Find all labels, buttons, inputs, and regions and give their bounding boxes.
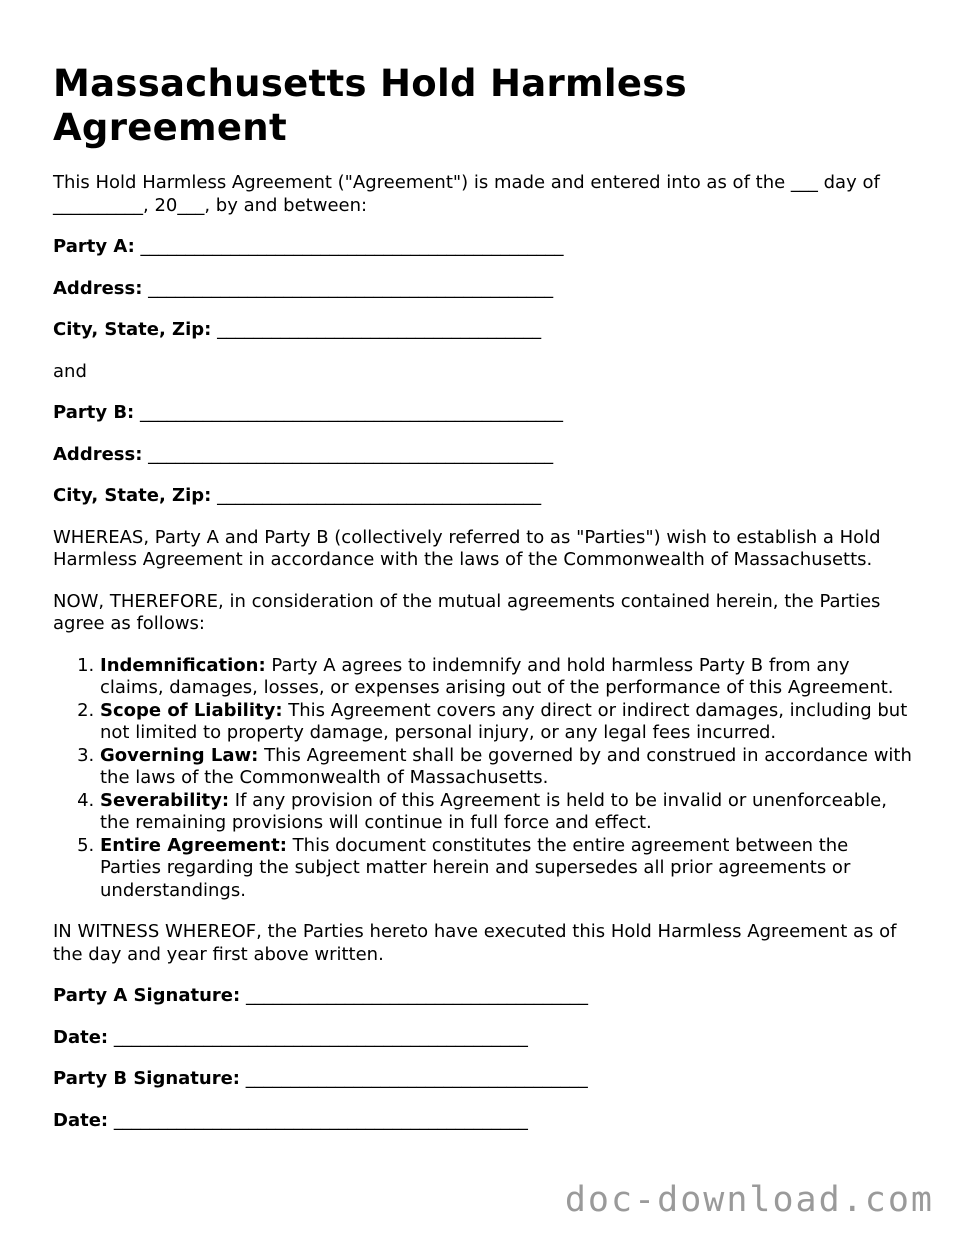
party-a-signature-field: [53, 985, 913, 1008]
party-b-name-label: Party B:: [53, 402, 135, 423]
party-a-signature-blank: ______________________________________: [245, 985, 588, 1006]
now-therefore-paragraph: NOW, THEREFORE, in consideration of the mutual agreements contained herein, the Parties agree as follows:: [53, 590, 881, 634]
party-a-city-label: City, State, Zip:: [53, 319, 212, 340]
clause-item: [100, 745, 913, 790]
party-b-address-blank: _____________________________________________: [148, 443, 554, 465]
party-b-city-blank: ____________________________________: [217, 485, 542, 506]
party-b-address-field: [53, 444, 913, 467]
clause-text: This Agreement covers any direct or indirect damages, including but not limited to property damage, personal injury, or any legal fees incurred.: [100, 699, 908, 743]
party-a-date-blank: ______________________________________________: [113, 1026, 528, 1048]
clause-item: [100, 790, 913, 835]
party-a-address-field: [53, 278, 913, 301]
party-b-date-label: Date:: [53, 1109, 109, 1131]
party-a-address-blank: _____________________________________________: [148, 277, 554, 299]
clause-text: If any provision of this Agreement is held to be invalid or unenforceable, the remaining provisions will continue in full force and effect.: [100, 789, 887, 833]
party-b-city-field: [53, 485, 913, 508]
party-b-date-blank: ______________________________________________: [113, 1109, 528, 1131]
clause-list: [53, 655, 913, 903]
document-page: [53, 62, 913, 1151]
party-b-signature-label: Party B Signature:: [53, 1068, 241, 1089]
party-a-name-label: Party A:: [53, 236, 135, 257]
clause-heading: Entire Agreement:: [100, 834, 287, 856]
connector-text: and: [53, 360, 87, 382]
witness-paragraph: IN WITNESS WHEREOF, the Parties hereto have executed this Hold Harmless Agreement as of the day and year first above written.: [53, 921, 897, 965]
clause-heading: Severability:: [100, 789, 230, 811]
party-b-city-label: City, State, Zip:: [53, 485, 212, 506]
party-a-date-field: [53, 1027, 913, 1050]
clause-text: Party A agrees to indemnify and hold harmless Party B from any claims, damages, losses, or expenses arising out of the performance of this Agreement.: [100, 654, 894, 698]
clause-item: [100, 835, 913, 903]
clause-item: [100, 700, 913, 745]
clause-text: This document constitutes the entire agreement between the Parties regarding the subject matter herein and supersedes all prior agreements or understandings.: [100, 834, 851, 901]
party-b-name-blank: _______________________________________________: [140, 402, 563, 423]
party-a-signature-label: Party A Signature:: [53, 985, 241, 1006]
clause-heading: Indemnification:: [100, 654, 266, 676]
party-b-date-field: [53, 1110, 913, 1133]
party-b-signature-field: [53, 1068, 913, 1091]
clause-item: [100, 655, 913, 700]
intro-paragraph: This Hold Harmless Agreement ("Agreement") is made and entered into as of the ___ day of __________, 20___, by and between:: [53, 172, 880, 216]
whereas-paragraph: WHEREAS, Party A and Party B (collectively referred to as "Parties") wish to establish a Hold Harmless Agreement in accordance with the laws of the Commonwealth of Massachusetts.: [53, 526, 881, 570]
party-a-city-blank: ____________________________________: [217, 319, 542, 340]
party-b-name-field: [53, 402, 913, 425]
party-a-address-label: Address:: [53, 277, 143, 299]
document-title: Massachusetts Hold Harmless Agreement: [53, 62, 687, 149]
party-a-name-field: [53, 236, 913, 259]
watermark: doc-download.com: [564, 1180, 934, 1220]
party-a-city-field: [53, 319, 913, 342]
clause-text: This Agreement shall be governed by and construed in accordance with the laws of the Commonwealth of Massachusetts.: [100, 744, 912, 788]
clause-heading: Scope of Liability:: [100, 699, 283, 721]
party-a-name-blank: _______________________________________________: [140, 236, 564, 257]
clause-heading: Governing Law:: [100, 744, 259, 766]
party-b-signature-blank: ______________________________________: [245, 1068, 588, 1089]
party-b-address-label: Address:: [53, 443, 143, 465]
party-a-date-label: Date:: [53, 1026, 109, 1048]
